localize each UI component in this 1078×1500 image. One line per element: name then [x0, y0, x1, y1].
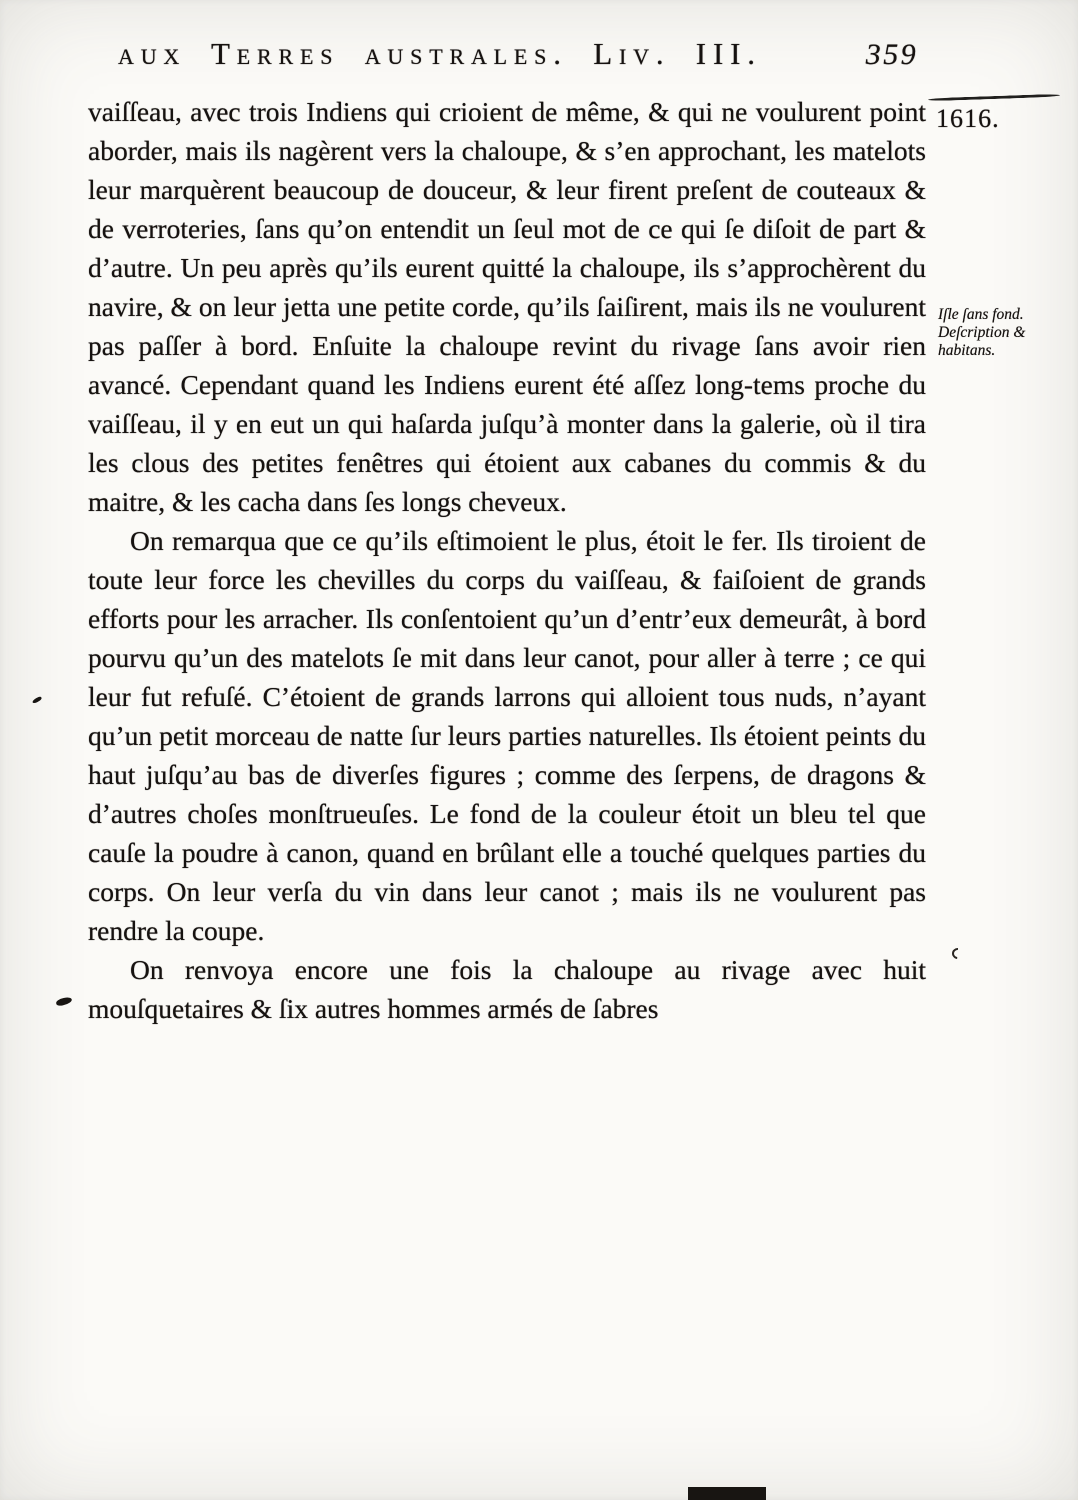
page-header: [118, 36, 918, 72]
body-text: [88, 92, 926, 1028]
page-number: 359: [865, 38, 918, 71]
paragraph-continuation: vaiſſeau, avec trois Indiens qui crioient de même, & qui ne voulurent point aborder, mais ils nagèrent vers la chaloupe, & s’en approchant, les matelots leur marquèrent beaucoup de douceur, & leur firent preſent de couteaux & de verroteries, ſans qu’on entendit un ſeul mot de ce qui ſe diſoit de part & d’autre. Un peu après qu’ils eurent quitté la chaloupe, ils s’approchèrent du navire, & on leur jetta une petite corde, qu’ils ſaiſirent, mais ils ne voulurent pas paſſer à bord. Enſuite la chaloupe revint du rivage ſans avoir rien avancé. Cependant quand les Indiens eurent été aſſez long-tems proche du vaiſſeau, il y en eut un qui haſarda juſqu’à monter dans la galerie, où il tira les clous des petites fenêtres qui étoient aux cabanes du commis & du maitre, & les cacha dans ſes longs cheveux.: [88, 96, 926, 517]
paragraph: On renvoya encore une fois la chaloupe au rivage avec huit mouſquetaires & ſix autres hommes armés de ſabres: [88, 954, 926, 1024]
margin-rule: [928, 94, 1060, 102]
running-title: aux Terres australes. Liv. III.: [118, 36, 762, 71]
margin-note-side: Iſle ſans fond. Deſcription & habitans.: [938, 306, 1026, 359]
scan-artifact-bar: [688, 1487, 766, 1500]
ink-mark: [950, 946, 965, 961]
ink-mark: [32, 696, 43, 704]
ink-mark: [55, 996, 72, 1006]
paragraph: On remarqua que ce qu’ils eſtimoient le plus, étoit le fer. Ils tiroient de toute leur force les chevilles du corps du vaiſſeau, & faiſoient de grands efforts pour les arracher. Ils conſentoient qu’un d’entr’eux demeurât, à bord pourvu qu’un des matelots ſe mit dans leur canot, pour aller à terre ; ce qui leur fut refuſé. C’étoient de grands larrons qui alloient tous nuds, n’ayant qu’un petit morceau de natte ſur leurs parties naturelles. Ils étoient peints du haut juſqu’au bas de diverſes figures ; comme des ſerpens, de dragons & d’autres choſes monſtrueuſes. Le fond de la couleur étoit un bleu tel que cauſe la poudre à canon, quand en brûlant elle a touché quelques parties du corps. On leur verſa du vin dans leur canot ; mais ils ne voulurent pas rendre la coupe.: [88, 525, 926, 946]
margin-note-year: 1616.: [936, 104, 1000, 133]
